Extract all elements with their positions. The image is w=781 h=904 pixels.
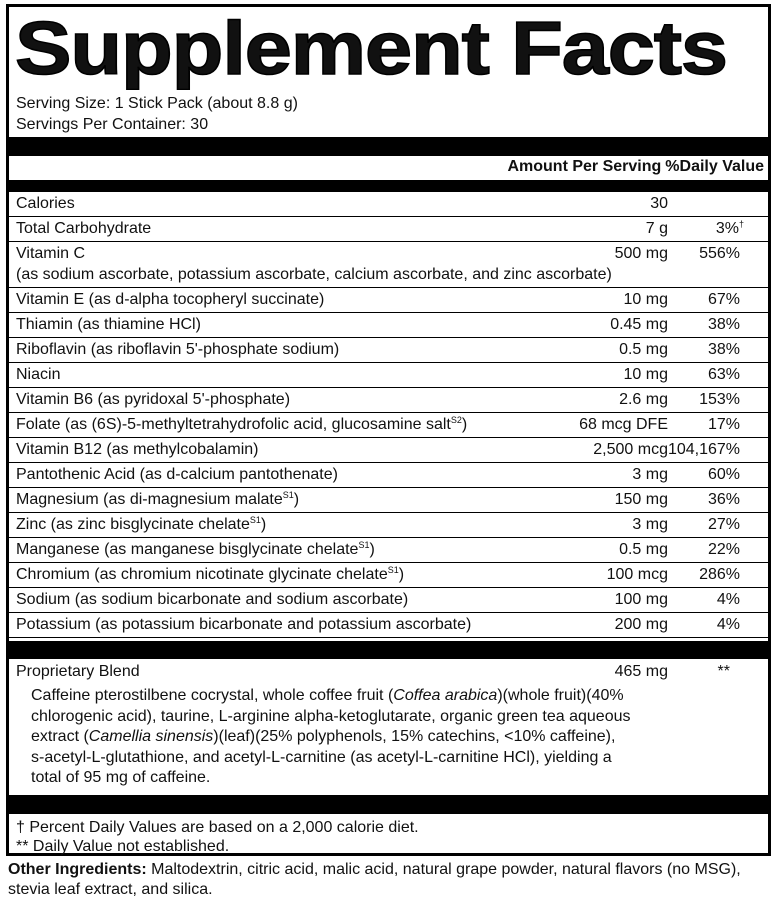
nutrient-name: Vitamin B12 (as methylcobalamin)	[16, 441, 259, 458]
nutrient-dv: 104,167%	[667, 441, 740, 458]
other-ingredients-label: Other Ingredients:	[8, 861, 147, 878]
nutrient-name: Sodium (as sodium bicarbonate and sodium ascorbate)	[16, 591, 409, 608]
nutrient-row	[9, 338, 768, 363]
nutrient-amount: 10 mg	[623, 366, 668, 383]
nutrient-amount: 0.45 mg	[610, 316, 668, 333]
nutrient-dv: 17%	[707, 416, 740, 433]
nutrient-amount: 200 mg	[614, 616, 668, 633]
nutrient-name: Vitamin B6 (as pyridoxal 5'-phosphate)	[16, 391, 291, 408]
nutrient-name: Niacin	[16, 366, 61, 383]
supplement-facts-panel	[6, 4, 771, 856]
thick-divider	[9, 180, 768, 192]
blend-amount: 465 mg	[614, 663, 668, 680]
nutrient-name: Vitamin C	[16, 245, 86, 262]
footnote-stars: ** Daily Value not established.	[16, 838, 230, 855]
nutrient-name: Riboflavin (as riboflavin 5'-phosphate sodium)	[16, 341, 340, 358]
nutrient-amount: 0.5 mg	[619, 341, 668, 358]
nutrient-dv: 63%	[707, 366, 740, 383]
nutrient-amount: 100 mcg	[606, 566, 668, 583]
nutrient-row	[9, 438, 768, 463]
other-ingredients-text: Maltodextrin, citric acid, malic acid, natural grape powder, natural flavors (no MSG), stevia leaf extract, and silica.	[8, 861, 741, 898]
nutrient-name: Magnesium (as di-magnesium malate$^{S1}$)	[16, 490, 300, 508]
nutrient-name: Vitamin E (as d-alpha tocopheryl succinate)	[16, 291, 325, 308]
servings-per-container: Servings Per Container: 30	[16, 116, 209, 133]
blend-dv: **	[717, 663, 730, 680]
nutrient-row	[9, 313, 768, 338]
nutrient-name: Total Carbohydrate	[16, 220, 152, 237]
blend-ingredients: Caffeine pterostilbene cocrystal, whole coffee fruit (Coffea arabica)(whole fruit)(40% chlorogenic acid), taurine, L-arginine alpha-ketoglutarate, organic green tea aqueous extract (Camellia sinensis)(leaf)(25% polyphenols, 15% catechins, <10% caffeine), s-acetyl-L-glutathione, and acetyl-L-carnitine (as acetyl-L-carnitine HCl), yielding a total of 95 mg of caffeine.	[31, 687, 631, 786]
nutrient-amount: 150 mg	[614, 491, 668, 508]
thick-divider	[9, 795, 768, 814]
panel-title: Supplement Facts	[15, 6, 727, 90]
source-mark: S1	[282, 490, 294, 500]
thick-divider	[9, 137, 768, 156]
nutrient-name: Manganese (as manganese bisglycinate chelate$^{S1}$)	[16, 540, 375, 558]
nutrient-row	[9, 288, 768, 313]
nutrient-row	[9, 513, 768, 538]
thick-divider	[9, 641, 768, 659]
nutrient-amount: 7 g	[645, 220, 668, 237]
nutrient-amount: 30	[650, 195, 668, 212]
nutrient-dv: 153%	[699, 391, 740, 408]
nutrient-dv: 4%	[716, 591, 740, 608]
amount-header: Amount Per Serving	[507, 158, 662, 175]
blend-name: Proprietary Blend	[16, 663, 140, 680]
source-mark: S1	[358, 540, 370, 550]
source-mark: S2	[450, 415, 462, 425]
nutrient-row	[9, 413, 768, 438]
nutrient-amount: 2.6 mg	[619, 391, 668, 408]
nutrient-dv: 286%	[699, 566, 740, 583]
nutrient-row	[9, 463, 768, 488]
nutrient-row	[9, 242, 768, 288]
nutrient-amount: 2,500 mcg	[593, 441, 668, 458]
nutrient-source-detail: (as sodium ascorbate, potassium ascorbate, calcium ascorbate, and zinc ascorbate)	[16, 266, 612, 283]
nutrient-row	[9, 488, 768, 513]
nutrient-name: Calories	[16, 195, 75, 212]
nutrient-amount: 0.5 mg	[619, 541, 668, 558]
nutrient-row	[9, 363, 768, 388]
nutrient-dv: 67%	[707, 291, 740, 308]
nutrient-row	[9, 192, 768, 217]
nutrient-row	[9, 563, 768, 588]
nutrient-name: Folate (as (6S)-5-methyltetrahydrofolic acid, glucosamine salt$^{S2}$)	[16, 415, 468, 433]
nutrient-amount: 68 mcg DFE	[579, 416, 668, 433]
nutrient-name: Zinc (as zinc bisglycinate chelate$^{S1}$)	[16, 515, 267, 533]
nutrient-dv: 4%	[716, 616, 740, 633]
nutrient-amount: 100 mg	[614, 591, 668, 608]
dv-header: %Daily Value	[665, 158, 764, 175]
serving-size: Serving Size: 1 Stick Pack (about 8.8 g)	[16, 95, 298, 112]
nutrient-dv: 556%	[699, 245, 740, 262]
nutrient-name: Potassium (as potassium bicarbonate and potassium ascorbate)	[16, 616, 472, 633]
nutrient-name: Pantothenic Acid (as d-calcium pantothenate)	[16, 466, 338, 483]
nutrient-name: Chromium (as chromium nicotinate glycinate chelate$^{S1}$)	[16, 565, 405, 583]
footnote-dagger: † Percent Daily Values are based on a 2,000 calorie diet.	[16, 819, 419, 836]
source-mark: S1	[387, 565, 399, 575]
nutrient-row	[9, 613, 768, 638]
nutrient-amount: 3 mg	[632, 516, 668, 533]
nutrient-dv: 3%†	[715, 219, 744, 237]
nutrient-row	[9, 588, 768, 613]
nutrient-row	[9, 388, 768, 413]
nutrient-dv: 36%	[707, 491, 740, 508]
nutrient-row	[9, 217, 768, 242]
nutrient-dv: 27%	[707, 516, 740, 533]
nutrient-amount: 10 mg	[623, 291, 668, 308]
nutrient-dv: 60%	[707, 466, 740, 483]
source-mark: S1	[249, 515, 261, 525]
column-header	[507, 158, 764, 176]
nutrient-dv: 38%	[707, 316, 740, 333]
other-ingredients	[8, 860, 768, 900]
nutrient-amount: 500 mg	[614, 245, 668, 262]
nutrient-dv: 22%	[707, 541, 740, 558]
nutrient-dv: 38%	[707, 341, 740, 358]
nutrient-amount: 3 mg	[632, 466, 668, 483]
dv-mark: †	[738, 219, 744, 229]
nutrient-name: Thiamin (as thiamine HCl)	[16, 316, 201, 333]
nutrient-row	[9, 538, 768, 563]
